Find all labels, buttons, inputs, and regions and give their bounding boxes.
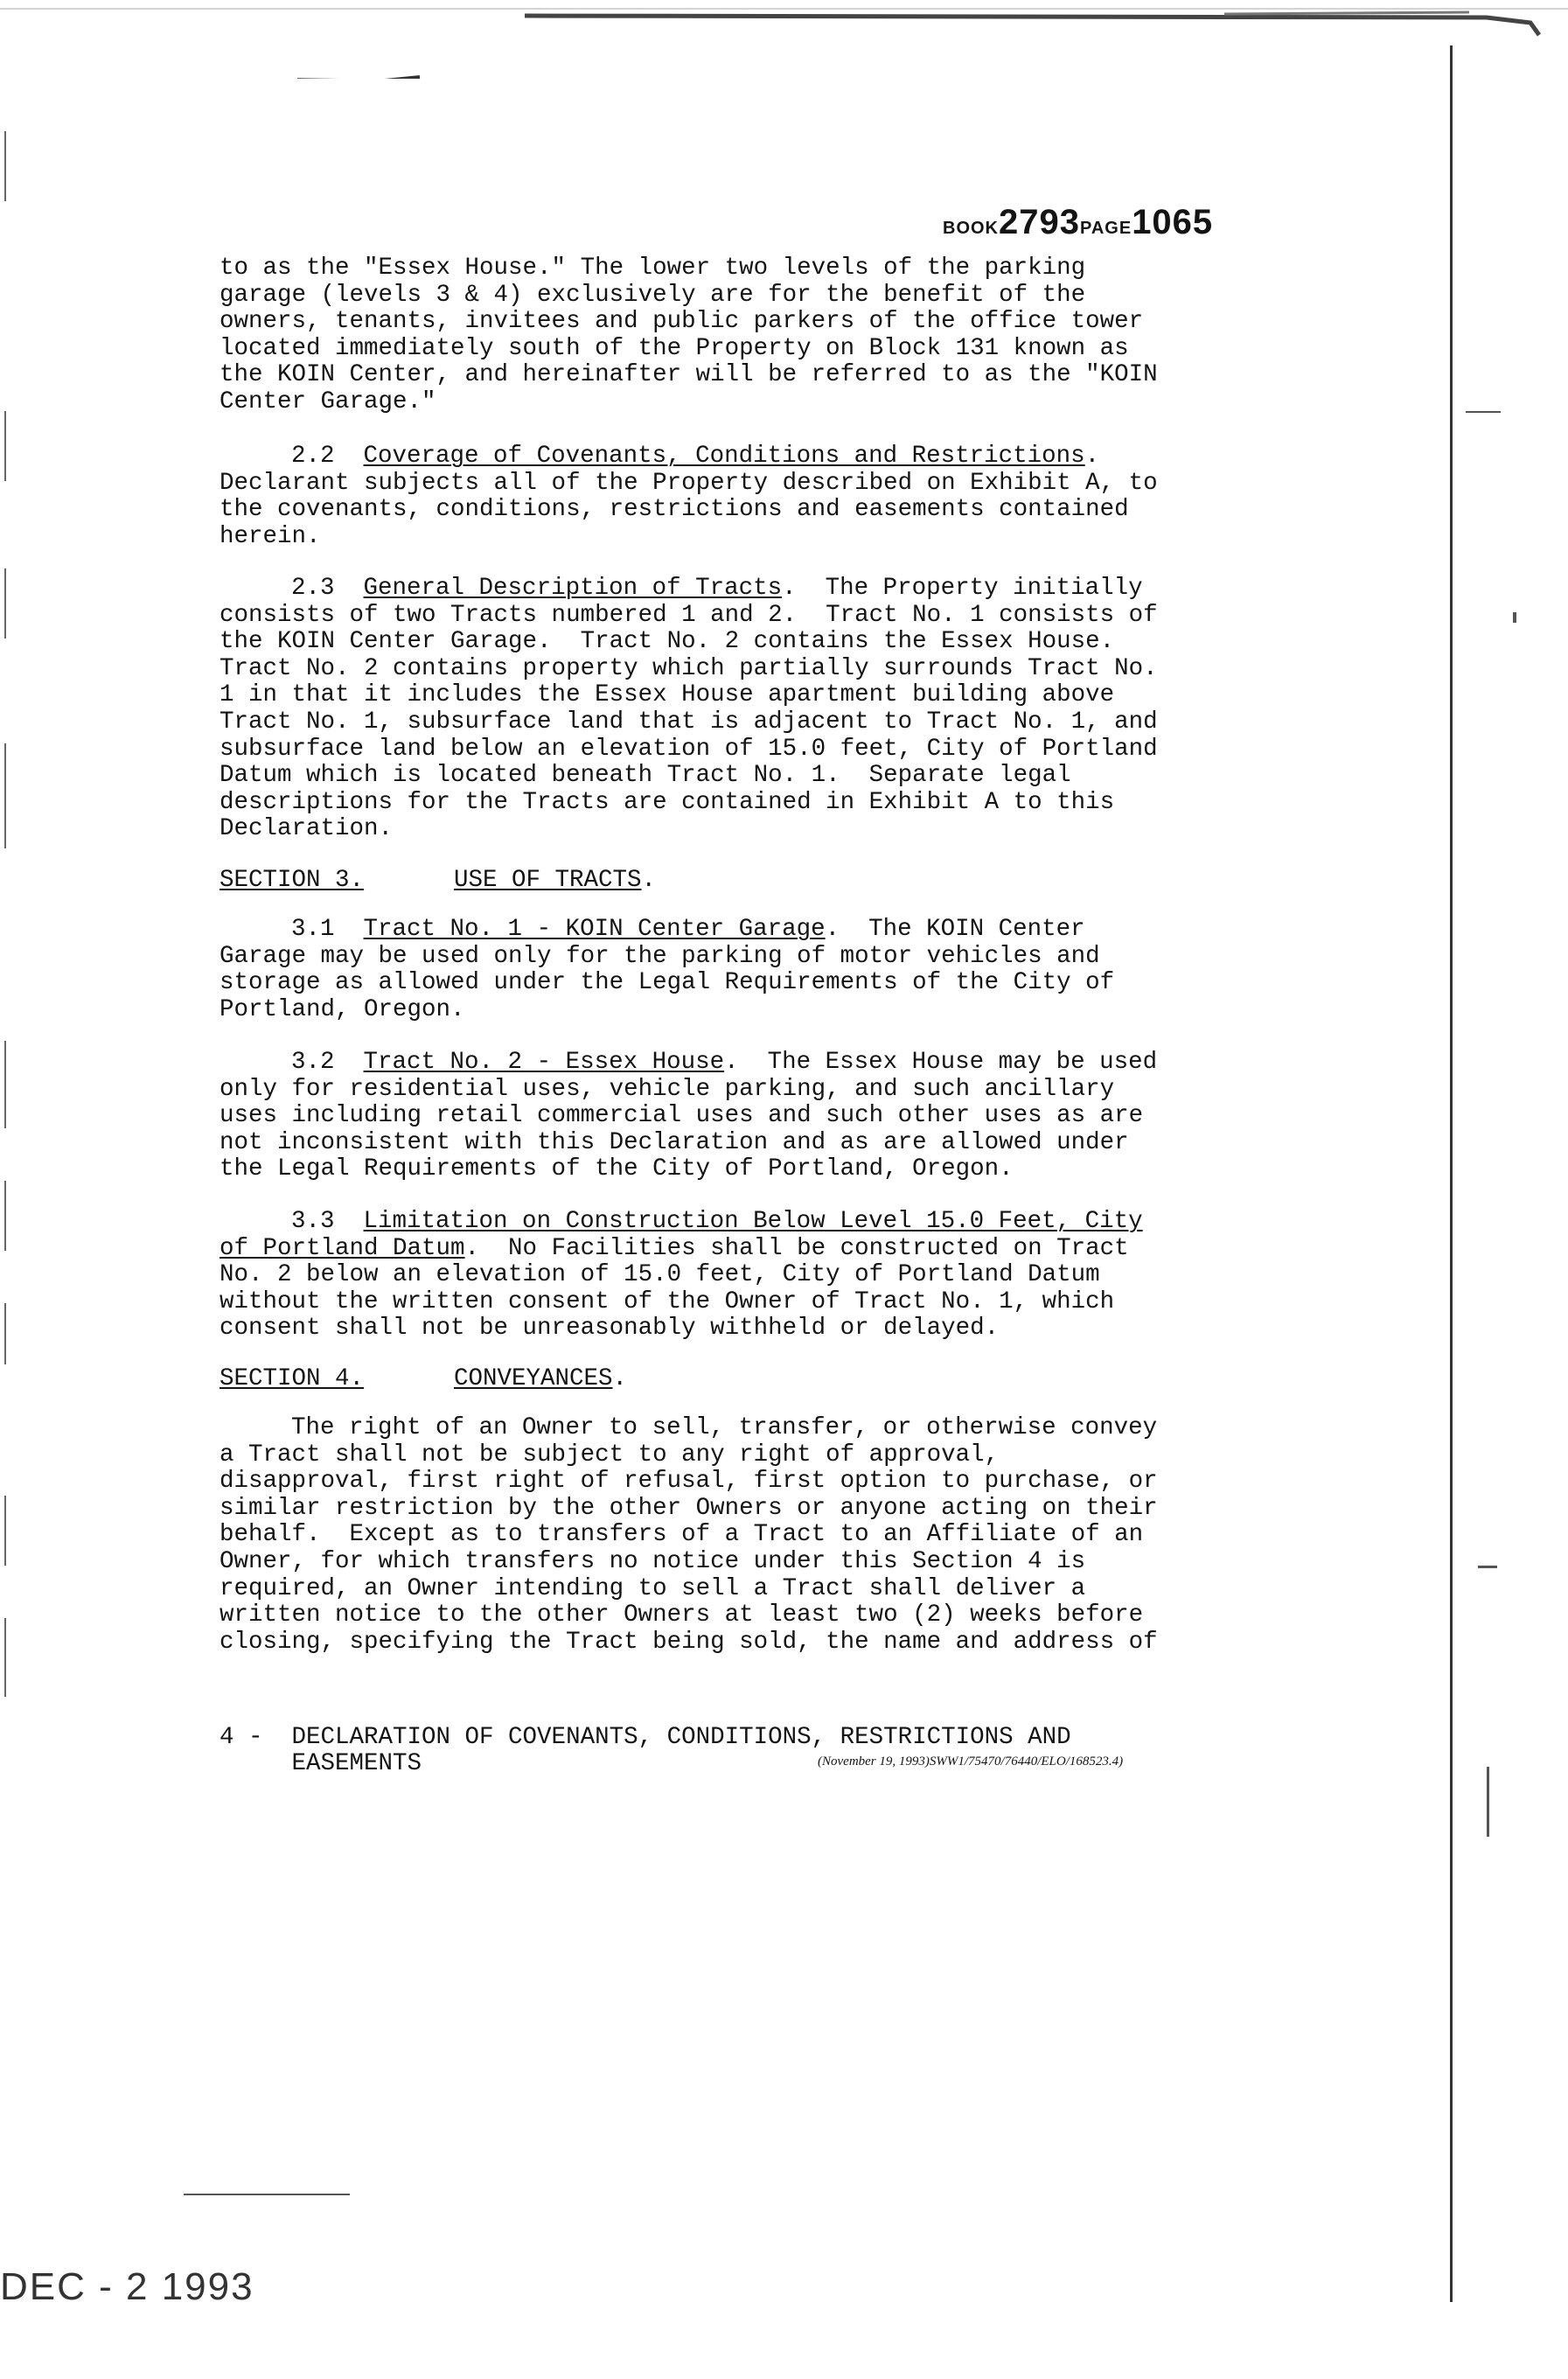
paragraph-essex-house: to as the "Essex House." The lower two levels of the parking garage (levels 3 & 4) exclusively are for the benefit of the owners, tenants, invitees and public parkers of the office tower located immediately south of the Property on Block 131 known as the KOIN Center, and hereinafter will be referred to as the "KOIN Center Garage." (220, 255, 1158, 415)
section-number: 2.3 (291, 575, 335, 602)
right-margin-rule (1450, 45, 1453, 2302)
section-heading: General Description of Tracts (363, 575, 783, 602)
margin-mark (1466, 411, 1501, 413)
page-number: 1065 (1132, 203, 1214, 241)
section-heading: Tract No. 1 - KOIN Center Garage (363, 916, 826, 943)
section-title: USE OF TRACTS (454, 867, 642, 894)
section-number: 2.2 (291, 443, 335, 470)
section-2-2: 2.2 Coverage of Covenants, Conditions and Restrictions. Declarant subjects all of the Property described on Exhibit A, to the covenants, conditions, restrictions and easements contained herein. (220, 443, 1158, 550)
scan-top-edge (0, 0, 1568, 79)
section-body: Declarant subjects all of the Property described on Exhibit A, to the covenants, conditions, restrictions and easements contained herein. (220, 469, 1158, 550)
margin-mark (1513, 612, 1516, 623)
section-number: 3.2 (291, 1049, 335, 1076)
section-3-2: 3.2 Tract No. 2 - Essex House. The Essex House may be used only for residential uses, vehicle parking, and such ancillary uses including retail commercial uses and such other uses as are not inconsistent with this Declaration and as are allowed under the Legal Requirements of the City of Portland, Oregon. (220, 1049, 1158, 1183)
section-number: 3.1 (291, 916, 335, 943)
section-3-3: 3.3 Limitation on Construction Below Level 15.0 Feet, City of Portland Datum. No Facilities shall be constructed on Tract No. 2 below an elevation of 15.0 feet, City of Portland Datum without the written consent of the Owner of Tract No. 1, which consent shall not be unreasonably withheld or delayed. (220, 1208, 1143, 1343)
date-stamp: DEC - 2 1993 (0, 2265, 254, 2308)
section-label: SECTION 3. (220, 867, 365, 894)
section-number: 3.3 (291, 1208, 335, 1235)
section-4-heading: SECTION 4. CONVEYANCES. (220, 1365, 628, 1392)
book-label: BOOK (943, 219, 999, 238)
section-title: CONVEYANCES (454, 1365, 613, 1392)
margin-mark (1487, 1767, 1489, 1837)
book-page-reference (943, 203, 1213, 242)
margin-mark (184, 2194, 350, 2195)
document-code: (November 19, 1993)SWW1/75470/76440/ELO/168523.4) (818, 1755, 1124, 1769)
section-3-1: 3.1 Tract No. 1 - KOIN Center Garage. The KOIN Center Garage may be used only for the parking of motor vehicles and storage as allowed under the Legal Requirements of the City of Portland, Oregon. (220, 916, 1115, 1023)
section-body: consists of two Tracts numbered 1 and 2. Tract No. 1 consists of the KOIN Center Garage. Tract No. 2 contains the Essex House. Tract No. 2 contains property which partially surrounds Tract No. 1 in that it includes the Essex House apartment building above Tract No. 1, subsurface land that is adjacent to Tract No. 1, and subsurface land below an elevation of 15.0 feet, City of Portland Datum which is located beneath Tract No. 1. Separate legal descriptions for the Tracts are contained in Exhibit A to this Declaration. (220, 601, 1158, 843)
section-label: SECTION 4. (220, 1365, 365, 1392)
section-4-body: The right of an Owner to sell, transfer, or otherwise convey a Tract shall not be subject to any right of approval, disapproval, first right of refusal, first option to purchase, or similar restriction by the other Owners or anyone acting on their behalf. Except as to transfers of a Tract to an Affiliate of an Owner, for which transfers no notice under this Section 4 is required, an Owner intending to sell a Tract shall deliver a written notice to the other Owners at least two (2) weeks before closing, specifying the Tract being sold, the name and address of (220, 1414, 1158, 1656)
section-body: only for residential uses, vehicle parking, and such ancillary uses including retail commercial uses and such other uses as are not inconsistent with this Declaration and as are allowed under the Legal Requirements of the City of Portland, Oregon. (220, 1075, 1144, 1183)
page-label: PAGE (1079, 219, 1132, 238)
section-body: No. 2 below an elevation of 15.0 feet, City of Portland Datum without the written consent of the Owner of Tract No. 1, which consent shall not be unreasonably withheld or delayed. (220, 1261, 1115, 1343)
section-heading-continued: of Portland Datum (220, 1234, 465, 1262)
margin-mark (1478, 1566, 1497, 1568)
book-number: 2793 (999, 203, 1080, 241)
section-2-3: 2.3 General Description of Tracts. The Property initially consists of two Tracts numbered 1 and 2. Tract No. 1 consists of the KOIN Center Garage. Tract No. 2 contains the Essex House. Tract No. 2 contains property which partially surrounds Tract No. 1 in that it includes the Essex House apartment building above Tract No. 1, subsurface land that is adjacent to Tract No. 1, and subsurface land below an elevation of 15.0 feet, City of Portland Datum which is located beneath Tract No. 1. Separate legal descriptions for the Tracts are contained in Exhibit A to this Declaration. (220, 575, 1158, 843)
section-heading: Coverage of Covenants, Conditions and Restrictions (363, 443, 1085, 470)
section-body: Garage may be used only for the parking of motor vehicles and storage as allowed under the Legal Requirements of the City of Portland, Oregon. (220, 942, 1115, 1023)
page-footer: 4 - DECLARATION OF COVENANTS, CONDITIONS, RESTRICTIONS AND EASEMENTS (220, 1724, 1071, 1777)
left-gutter-marks (0, 79, 26, 2353)
section-heading: Tract No. 2 - Essex House (363, 1049, 725, 1076)
section-heading: Limitation on Construction Below Level 15.0 Feet, City (363, 1208, 1143, 1235)
section-3-heading: SECTION 3. USE OF TRACTS. (220, 867, 657, 894)
